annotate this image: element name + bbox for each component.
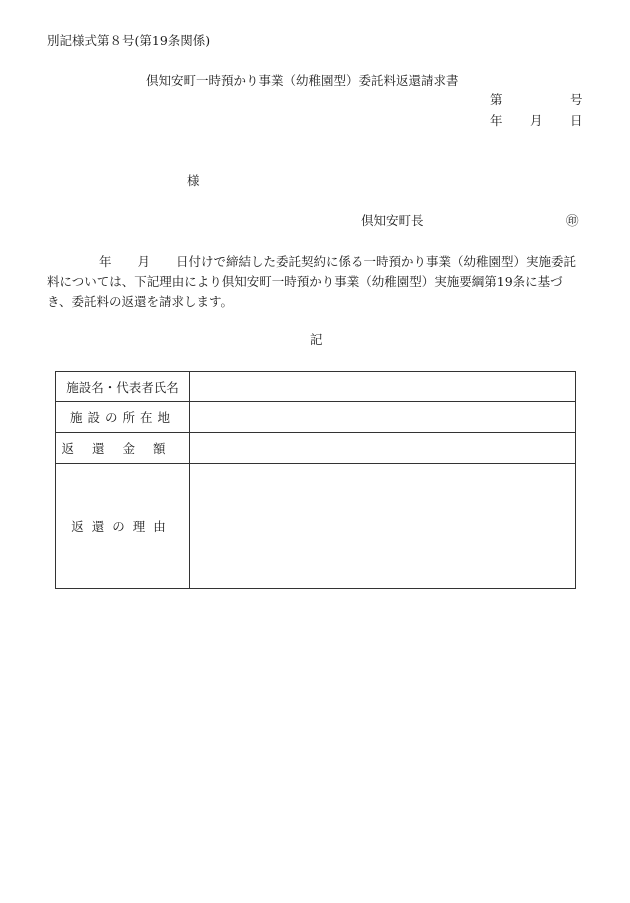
date-day: 日 xyxy=(570,113,583,128)
number-go: 号 xyxy=(570,92,583,107)
row-label-refund-reason: 返還の理由 xyxy=(56,464,190,589)
ki-heading: 記 xyxy=(310,332,323,347)
row-label-facility-representative: 施設名・代表者氏名 xyxy=(56,372,190,402)
facility-representative-field[interactable] xyxy=(190,372,576,402)
request-table xyxy=(55,371,576,589)
body-month: 月 xyxy=(137,254,151,269)
table-row xyxy=(56,402,576,433)
date-year: 年 xyxy=(490,113,503,128)
sender-mayor: 倶知安町長 xyxy=(361,213,424,228)
form-id: 別記様式第８号(第19条関係) xyxy=(47,33,211,48)
table-row xyxy=(56,464,576,589)
table-row xyxy=(56,372,576,402)
seal-mark: ㊞ xyxy=(566,213,579,228)
facility-address-field[interactable] xyxy=(190,402,576,433)
date-month: 月 xyxy=(530,113,543,128)
body-paragraph xyxy=(47,252,587,312)
addressee-honorific: 様 xyxy=(187,173,200,188)
body-text: 日付けで締結した委託契約に係る一時預かり事業（幼稚園型）実施委託料については、下記理由により倶知安町一時預かり事業（幼稚園型）実施要綱第19条に基づき、委託料の返還を請求します。 xyxy=(47,254,577,309)
row-label-facility-address: 施設の所在地 xyxy=(56,402,190,433)
table-row xyxy=(56,433,576,464)
number-dai: 第 xyxy=(490,92,503,107)
row-label-refund-amount: 返還金額 xyxy=(56,433,190,464)
body-year: 年 xyxy=(99,254,112,269)
refund-amount-field[interactable] xyxy=(190,433,576,464)
refund-reason-field[interactable] xyxy=(190,464,576,589)
document-title: 倶知安町一時預かり事業（幼稚園型）委託料返還請求書 xyxy=(146,73,459,88)
